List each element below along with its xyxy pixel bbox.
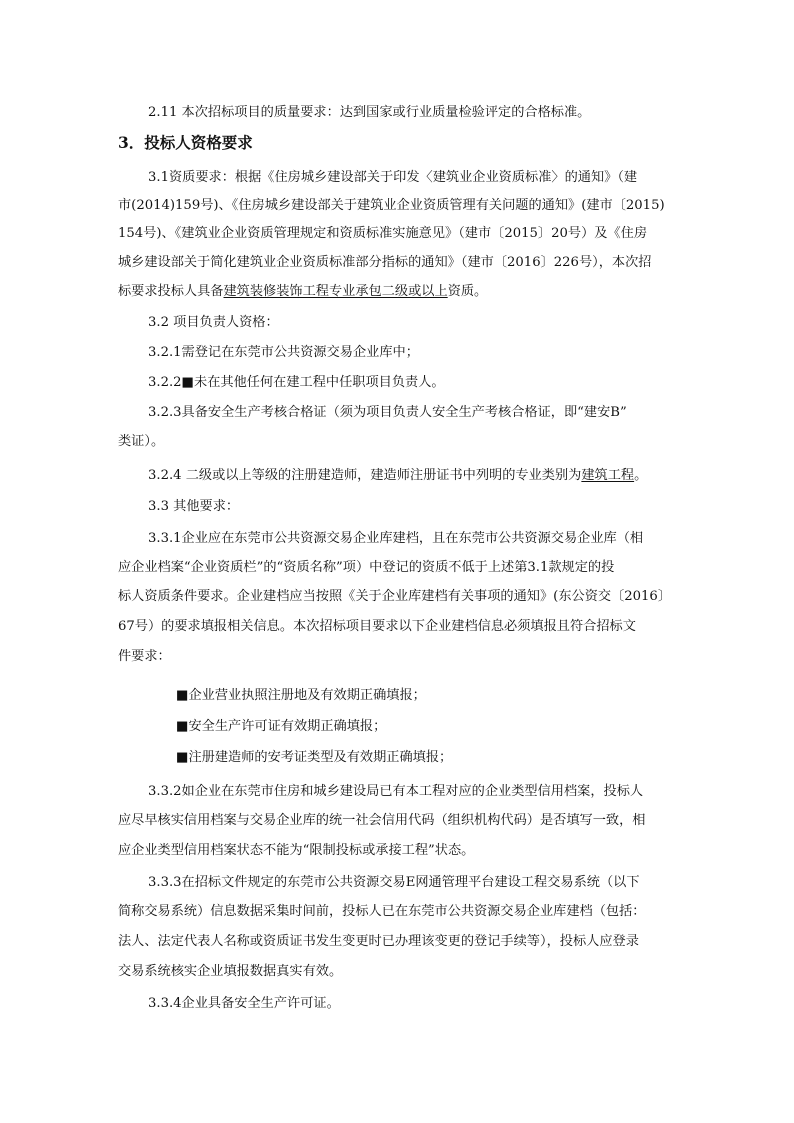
clause-3-3-1-line-4: 67号）的要求填报相关信息。本次招标项目要求以下企业建档信息必须填报且符合招标文 xyxy=(118,619,636,634)
clause-3-1-line-1: 3.1资质要求：根据《住房城乡建设部关于印发〈建筑业企业资质标准〉的通知》（建 xyxy=(148,170,638,185)
clause-3-3: 3.3 其他要求： xyxy=(148,499,240,514)
clause-3-1-line-5 xyxy=(0,282,794,302)
underlined-qualification: 建筑装修装饰工程专业承包二级或以上 xyxy=(223,284,448,299)
clause-2-11: 2.11 本次招标项目的质量要求：达到国家或行业质量检验评定的合格标准。 xyxy=(148,105,591,120)
clause-3-3-1-line-3: 标人资质条件要求。企业建档应当按照《关于企业库建档有关事项的通知》(东公资交〔2016〕 xyxy=(118,589,672,604)
clause-3-3-3-line-1: 3.3.3在招标文件规定的东莞市公共资源交易E网通管理平台建设工程交易系统（以下 xyxy=(148,875,640,890)
underlined-specialty: 建筑工程 xyxy=(581,468,635,483)
clause-3-3-2-line-1: 3.3.2如企业在东莞市住房和城乡建设局已有本工程对应的企业类型信用档案，投标人 xyxy=(148,784,644,799)
text: 标要求投标人具备 xyxy=(118,284,224,299)
clause-3-2-1: 3.2.1需登记在东莞市公共资源交易企业库中； xyxy=(148,345,419,360)
bullet-item: ■注册建造师的安考证类型及有效期正确填报； xyxy=(176,750,453,765)
clause-3-3-3-line-3: 法人、法定代表人名称或资质证书发生变更时已办理该变更的登记手续等），投标人应登录 xyxy=(118,934,639,949)
clause-3-3-4: 3.3.4企业具备安全生产许可证。 xyxy=(148,996,340,1011)
clause-3-2-2: 3.2.2■未在其他任何在建工程中任职项目负责人。 xyxy=(148,375,445,390)
section-heading-3: 3．投标人资格要求 xyxy=(118,133,253,152)
clause-3-3-3-line-4: 交易系统核实企业填报数据真实有效。 xyxy=(118,964,343,979)
clause-3-2-3-line-2: 类证）。 xyxy=(118,434,165,449)
text: 资质。 xyxy=(447,284,488,299)
clause-3-3-3-line-2: 简称交易系统）信息数据采集时间前，投标人已在东莞市公共资源交易企业库建档（包括： xyxy=(118,904,646,919)
bullet-item: ■安全生产许可证有效期正确填报； xyxy=(176,719,387,734)
clause-3-2: 3.2 项目负责人资格： xyxy=(148,315,279,330)
clause-3-1-line-2: 市(2014)159号)、《住房城乡建设部关于建筑业企业资质管理有关问题的通知》(建市〔2015) xyxy=(118,198,665,213)
clause-3-2-4 xyxy=(0,466,794,486)
clause-3-3-1-line-2: 应企业档案“企业资质栏”的“资质名称”项）中登记的资质不低于上述第3.1款规定的投 xyxy=(118,560,615,575)
clause-3-3-2-line-2: 应尽早核实信用档案与交易企业库的统一社会信用代码（组织机构代码）是否填写一致，相 xyxy=(118,813,646,828)
clause-3-2-3-line-1: 3.2.3具备安全生产考核合格证（须为项目负责人安全生产考核合格证，即“建安B” xyxy=(148,405,627,420)
clause-3-3-1-line-1: 3.3.1企业应在东莞市公共资源交易企业库建档，且在东莞市公共资源交易企业库（相 xyxy=(148,531,644,546)
clause-3-3-1-line-5: 件要求： xyxy=(118,649,171,664)
clause-3-3-2-line-3: 应企业类型信用档案状态不能为“限制投标或承接工程”状态。 xyxy=(118,843,475,858)
clause-3-1-line-3: 154号)、《建筑业企业资质管理规定和资质标准实施意见》（建市〔2015〕20号）及《住房 xyxy=(118,226,648,241)
clause-3-1-line-4: 城乡建设部关于简化建筑业企业资质标准部分指标的通知》（建市〔2016〕226号），本次招 xyxy=(118,255,652,270)
text: 3.2.4 二级或以上等级的注册建造师，建造师注册证书中列明的专业类别为 xyxy=(148,468,582,483)
bullet-item: ■企业营业执照注册地及有效期正确填报； xyxy=(176,688,426,703)
text: 。 xyxy=(634,468,648,483)
